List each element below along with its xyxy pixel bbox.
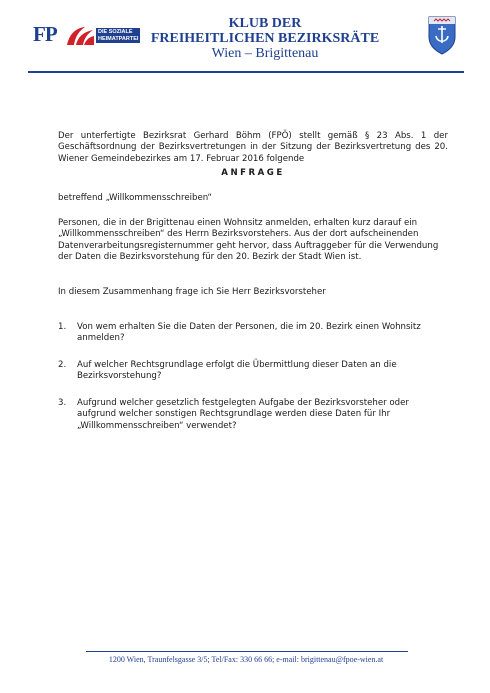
footer-contact: 1200 Wien, Traunfelsgasse 3/5; Tel/Fax: 330 66 66; e-mail: brigittenau@fpoe-wien.at	[108, 655, 384, 664]
logo-tagline	[96, 28, 140, 43]
inquiry-heading: ANFRAGE	[221, 168, 285, 178]
letterhead	[0, 0, 490, 78]
subject-line: betreffend „Willkommensschreiben“	[58, 193, 213, 203]
intro-paragraph: Der unterfertigte Bezirksrat Gerhard Böhm (FPÖ) stellt gemäß § 23 Abs. 1 der Geschäftsordnung der Bezirksvertretungen in der Sitzung der Bezirksvertretung des 20. Wiener Gemeindebezirkes am 17. Februar 2016 folgende	[58, 131, 448, 164]
footer-divider	[86, 651, 408, 652]
club-title-line-1: KLUB DER	[228, 16, 302, 31]
logo-letters: FP	[33, 22, 57, 46]
question-number: 3.	[58, 398, 67, 408]
question-number: 2.	[58, 360, 67, 370]
logo-red-mark-icon	[65, 25, 95, 47]
lead-in-sentence: In diesem Zusammenhang frage ich Sie Herr Bezirksvorsteher	[58, 287, 326, 297]
club-title-line-3: Wien – Brigittenau	[211, 46, 319, 61]
question-text: Auf welcher Rechtsgrundlage erfolgt die Übermittlung dieser Daten an die Bezirksvorstehung?	[77, 360, 397, 382]
question-number: 1.	[58, 322, 67, 332]
context-paragraph: Personen, die in der Brigittenau einen Wohnsitz anmelden, erhalten kurz darauf ein „Willkommensschreiben“ des Herrn Bezirksvorstehers. Aus der dort aufscheinenden Datenverarbeitungsregisternummer geht hervor, dass Auftraggeber für die Verwendung der Daten die Bezirksvorstehung für den 20. Bezirk der Stadt Wien ist.	[58, 218, 439, 263]
logo-tagline-2: HEIMATPARTEI	[98, 35, 139, 42]
district-crest-icon	[427, 15, 457, 55]
logo-tagline-1: DIE SOZIALE	[98, 29, 133, 35]
question-text: Aufgrund welcher gesetzlich festgelegten Aufgabe der Bezirksvorsteher oder aufgrund welcher sonstigen Rechtsgrundlage werden diese Daten für Ihr „Willkommensschreiben“ verwendet?	[77, 398, 409, 431]
question-text: Von wem erhalten Sie die Daten der Personen, die im 20. Bezirk einen Wohnsitz anmelden?	[77, 322, 421, 344]
fpoe-logo	[33, 24, 143, 48]
club-title-line-2: FREIHEITLICHEN BEZIRKSRÄTE	[150, 31, 380, 46]
header-divider	[28, 71, 464, 73]
